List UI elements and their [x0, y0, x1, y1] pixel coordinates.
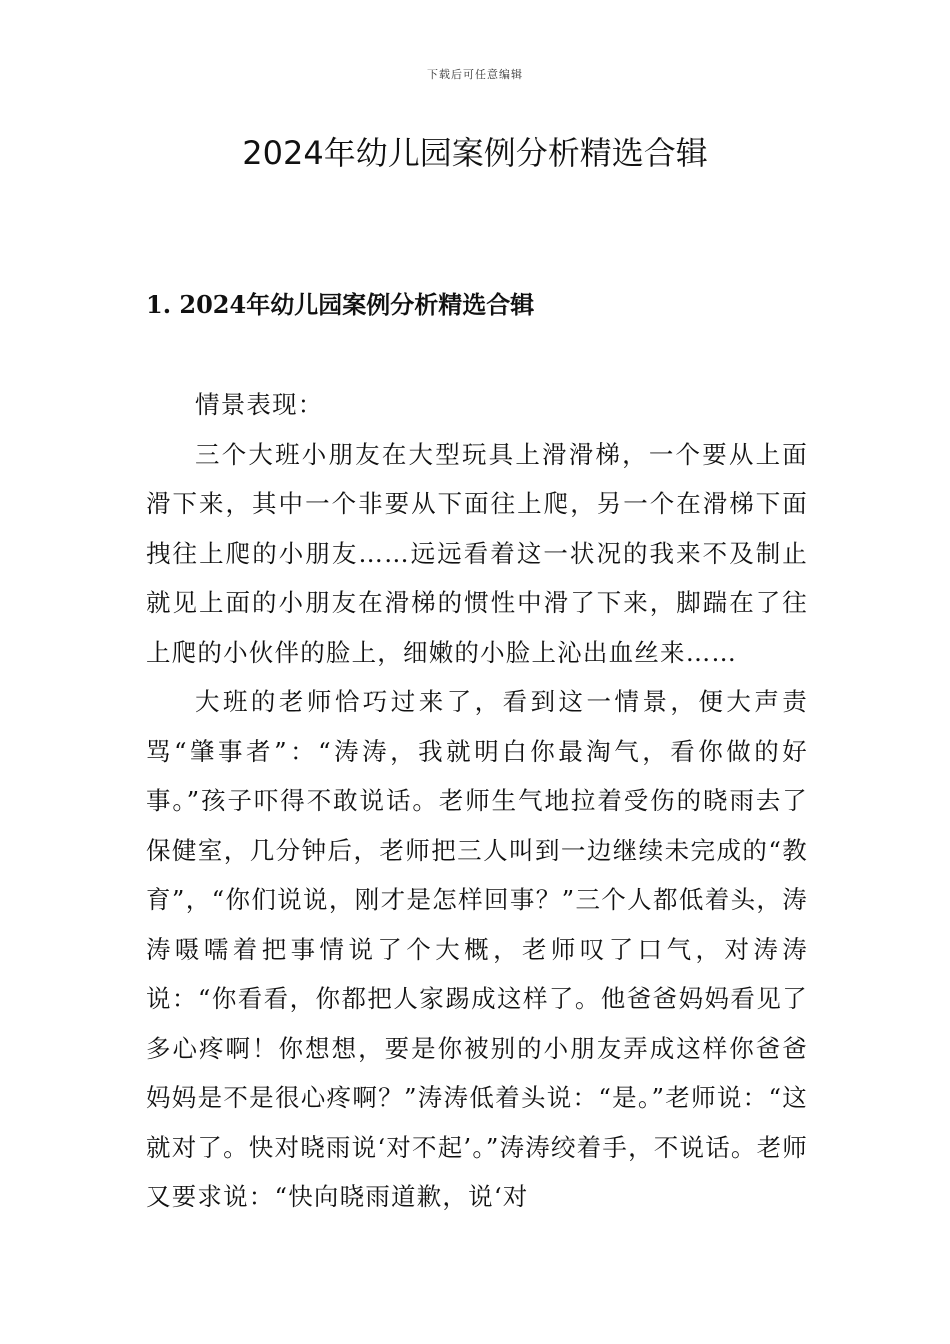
paragraph-scenario: 三个大班小朋友在大型玩具上滑滑梯，一个要从上面滑下来，其中一个非要从下面往上爬，另一个在滑梯下面拽往上爬的小朋友……远远看着这一状况的我来不及制止就见上面的小朋友在滑梯的惯性中滑了下来，脚踹在了往上爬的小伙伴的脸上，细嫩的小脸上沁出血丝来……	[146, 439, 808, 667]
header-note: 下载后可任意编辑	[427, 68, 523, 81]
document-title: 2024年幼儿园案例分析精选合辑	[242, 134, 708, 172]
section-heading: 1. 2024年幼儿园案例分析精选合辑	[146, 290, 535, 319]
document-body	[146, 380, 808, 1222]
paragraph-scenario-label: 情景表现：	[195, 390, 324, 419]
paragraph-teacher-response: 大班的老师恰巧过来了，看到这一情景，便大声责骂“肇事者”：“涛涛，我就明白你最淘气，看你做的好事。”孩子吓得不敢说话。老师生气地拉着受伤的晓雨去了保健室，几分钟后，老师把三人叫到一边继续未完成的“教育”，“你们说说，刚才是怎样回事？”三个人都低着头，涛涛嗫嚅着把事情说了个大概，老师叹了口气，对涛涛说：“你看看，你都把人家踢成这样了。他爸爸妈妈看见了多心疼啊！你想想，要是你被别的小朋友弄成这样你爸爸妈妈是不是很心疼啊？”涛涛低着头说：“是。”老师说：“这就对了。快对晓雨说‘对不起’。”涛涛绞着手，不说话。老师又要求说：“快向晓雨道歉，说‘对	[146, 687, 808, 1211]
